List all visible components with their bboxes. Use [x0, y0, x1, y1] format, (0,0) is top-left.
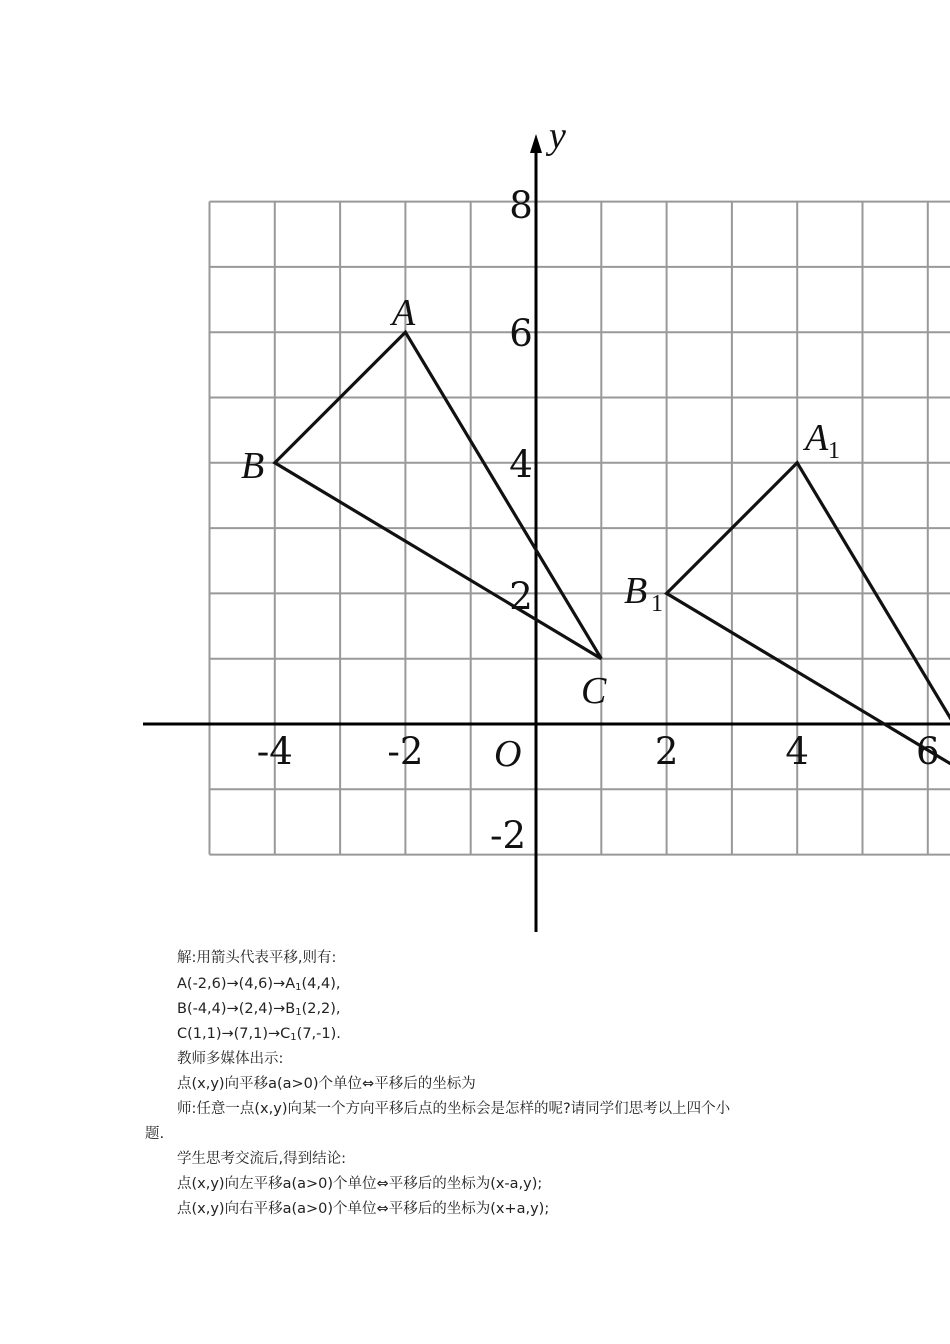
vertex-label-c: C: [581, 670, 607, 712]
vertex-label-b1-subscript: 1: [651, 591, 663, 617]
origin-label: O: [494, 733, 522, 775]
rule-right: 点(x,y)向右平移a(a>0)个单位⇔平移后的坐标为(x+a,y);: [177, 1201, 550, 1217]
x-tick-label: -4: [256, 730, 293, 773]
teacher-question: 师:任意一点(x,y)向某一个方向平移后点的坐标会是怎样的呢?请同学们思考以上四个小: [177, 1101, 731, 1117]
axes: [143, 134, 950, 932]
rule-left: 点(x,y)向左平移a(a>0)个单位⇔平移后的坐标为(x-a,y);: [177, 1176, 543, 1192]
vertex-label-a: A: [392, 292, 416, 334]
y-tick-label: -2: [489, 814, 527, 857]
mapping-a: $A(-2,6)\to(4,6)\to A_1(4,4)$,: [177, 976, 341, 993]
x-tick-label: 2: [654, 730, 679, 773]
triangle-abc: [275, 332, 602, 659]
y-axis-arrow: [530, 134, 542, 153]
solution-intro: 解:用箭头代表平移,则有:: [177, 950, 337, 966]
y-tick-label: 6: [509, 312, 533, 355]
y-tick-label: 4: [509, 443, 533, 486]
teacher-shows: 教师多媒体出示:: [177, 1051, 284, 1067]
mapping-c: $C(1,1)\to(7,1)\to C_1(7,-1)$.: [177, 1026, 341, 1043]
rule-general: 点(x,y)向平移a(a>0)个单位⇔平移后的坐标为: [177, 1076, 476, 1092]
grid: [210, 202, 950, 855]
y-tick-label: 2: [509, 575, 533, 618]
mapping-b: $B(-4,4)\to(2,4)\to B_1(2,2)$,: [177, 1001, 341, 1018]
vertex-label-b: B: [241, 445, 265, 487]
x-tick-label: 6: [916, 730, 940, 773]
y-tick-label: 8: [509, 184, 533, 227]
vertex-label-a1: A: [805, 417, 829, 459]
x-tick-label: 4: [785, 730, 809, 773]
x-tick-label: -2: [387, 730, 424, 773]
students-conclusion: 学生思考交流后,得到结论:: [177, 1151, 346, 1167]
triangles: [275, 332, 950, 789]
figure-labels: [241, 115, 940, 857]
vertex-label-b1: B: [624, 570, 648, 612]
vertex-label-a1-subscript: 1: [828, 438, 840, 464]
y-axis-label: y: [549, 115, 566, 157]
teacher-question-cont: 题.: [145, 1126, 165, 1142]
